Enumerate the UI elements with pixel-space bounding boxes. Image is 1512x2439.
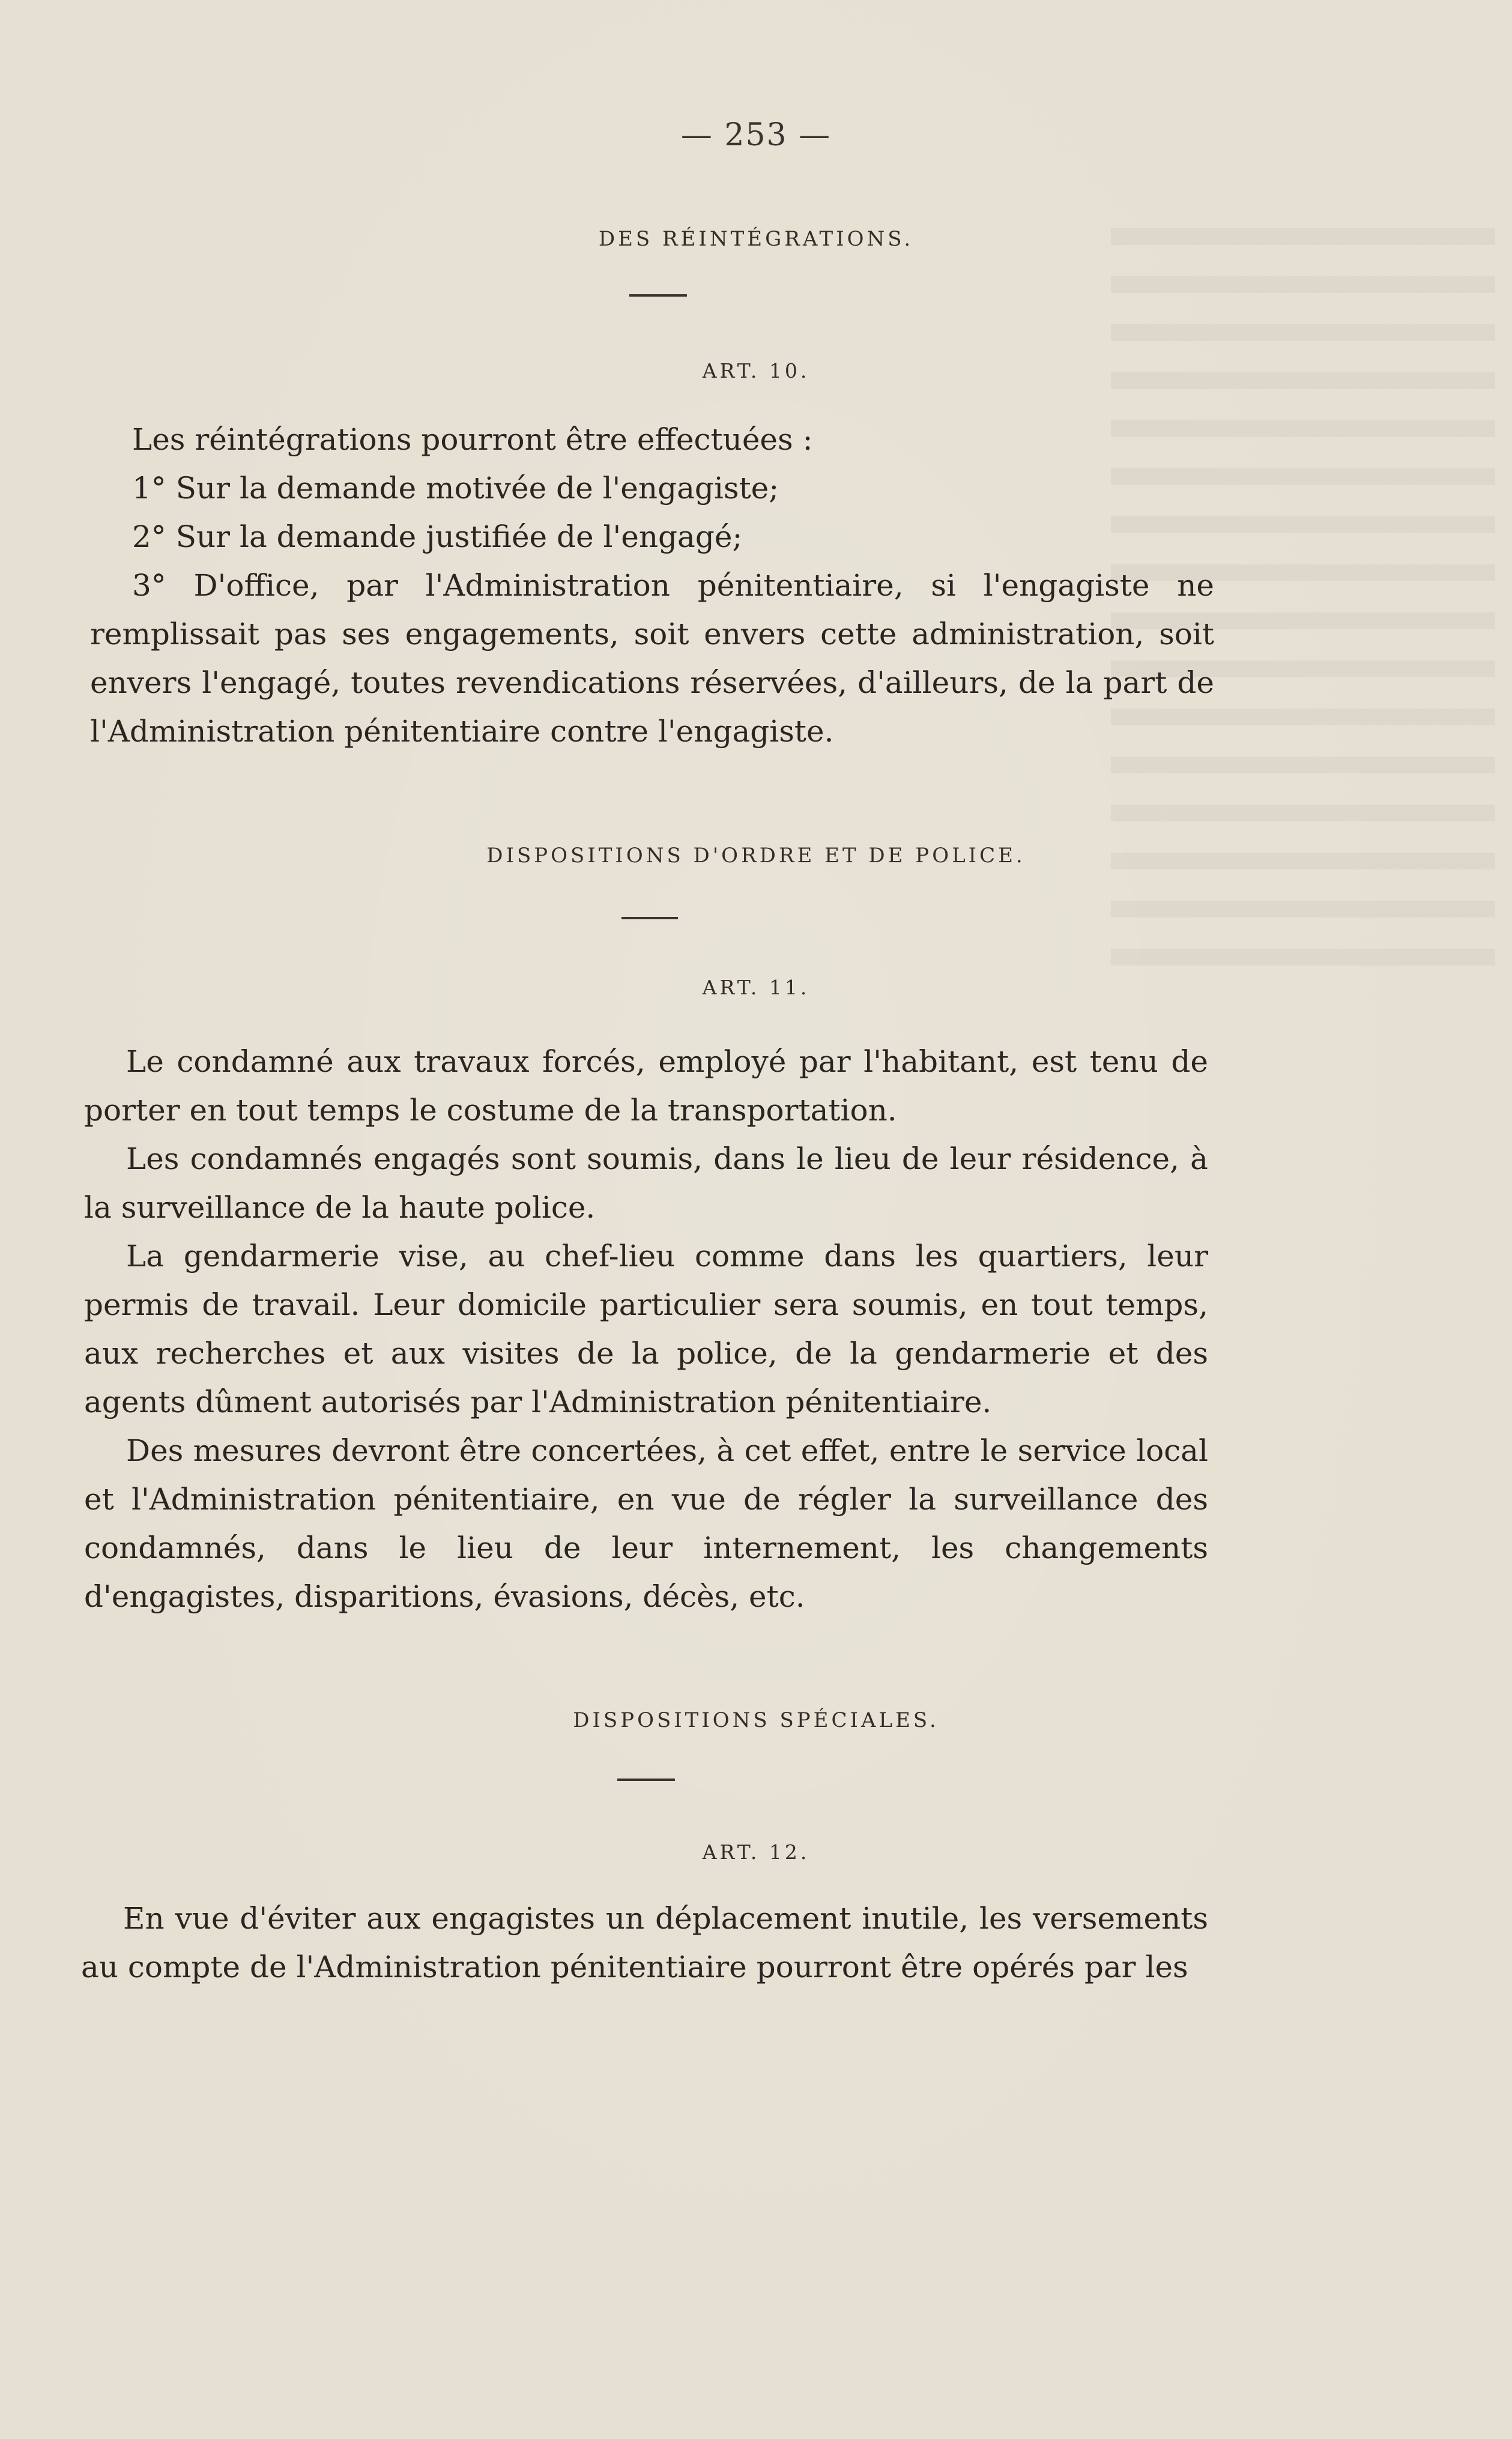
paragraph: Le condamné aux travaux forcés, employé par l'habitant, est tenu de porter en tout temps le costume de la transportation.: [84, 1044, 1208, 1128]
list-item: 3° D'office, par l'Administration pénitentiaire, si l'engagiste ne remplissait pas ses engagements, soit envers cette administration, soit envers l'engagé, toutes revendications réservées, d'ailleurs, de la part de l'Administration pénitentiaire contre l'engagiste.: [90, 568, 1214, 749]
article-label-11: ART. 11.: [702, 976, 810, 999]
article-12-text: [81, 1894, 1208, 1992]
article-label-12: ART. 12.: [702, 1840, 810, 1864]
section-heading-reintegrations: DES RÉINTÉGRATIONS.: [598, 227, 914, 251]
section-heading-special: DISPOSITIONS SPÉCIALES.: [573, 1708, 939, 1732]
section-rule: [617, 1779, 675, 1781]
article-11-text: [84, 1038, 1208, 1621]
paragraph: En vue d'éviter aux engagistes un déplacement inutile, les versements au compte de l'Administration pénitentiaire pourront être opérés par les: [81, 1901, 1208, 1984]
paragraph: Des mesures devront être concertées, à cet effet, entre le service local et l'Administration pénitentiaire, en vue de régler la surveillance des condamnés, dans le lieu de leur internement, les changements d'engagistes, disparitions, évasions, décès, etc.: [84, 1433, 1208, 1614]
paragraph: Les réintégrations pourront être effectuées :: [132, 422, 813, 457]
section-rule: [621, 917, 678, 919]
article-10-text: [90, 416, 1214, 756]
list-item: 2° Sur la demande justifiée de l'engagé;: [132, 519, 743, 554]
article-label-10: ART. 10.: [702, 359, 810, 382]
paragraph: Les condamnés engagés sont soumis, dans le lieu de leur résidence, à la surveillance de la haute police.: [84, 1141, 1208, 1225]
section-heading-police: DISPOSITIONS D'ORDRE ET DE POLICE.: [486, 844, 1026, 868]
page-number: — 253 —: [680, 117, 832, 153]
list-item: 1° Sur la demande motivée de l'engagiste;: [132, 471, 779, 506]
section-rule: [629, 294, 687, 297]
paragraph: La gendarmerie vise, au chef-lieu comme dans les quartiers, leur permis de travail. Leur domicile particulier sera soumis, en tout temps, aux recherches et aux visites de la police, de la gendarmerie et des agents dûment autorisés par l'Administration pénitentiaire.: [84, 1239, 1208, 1419]
